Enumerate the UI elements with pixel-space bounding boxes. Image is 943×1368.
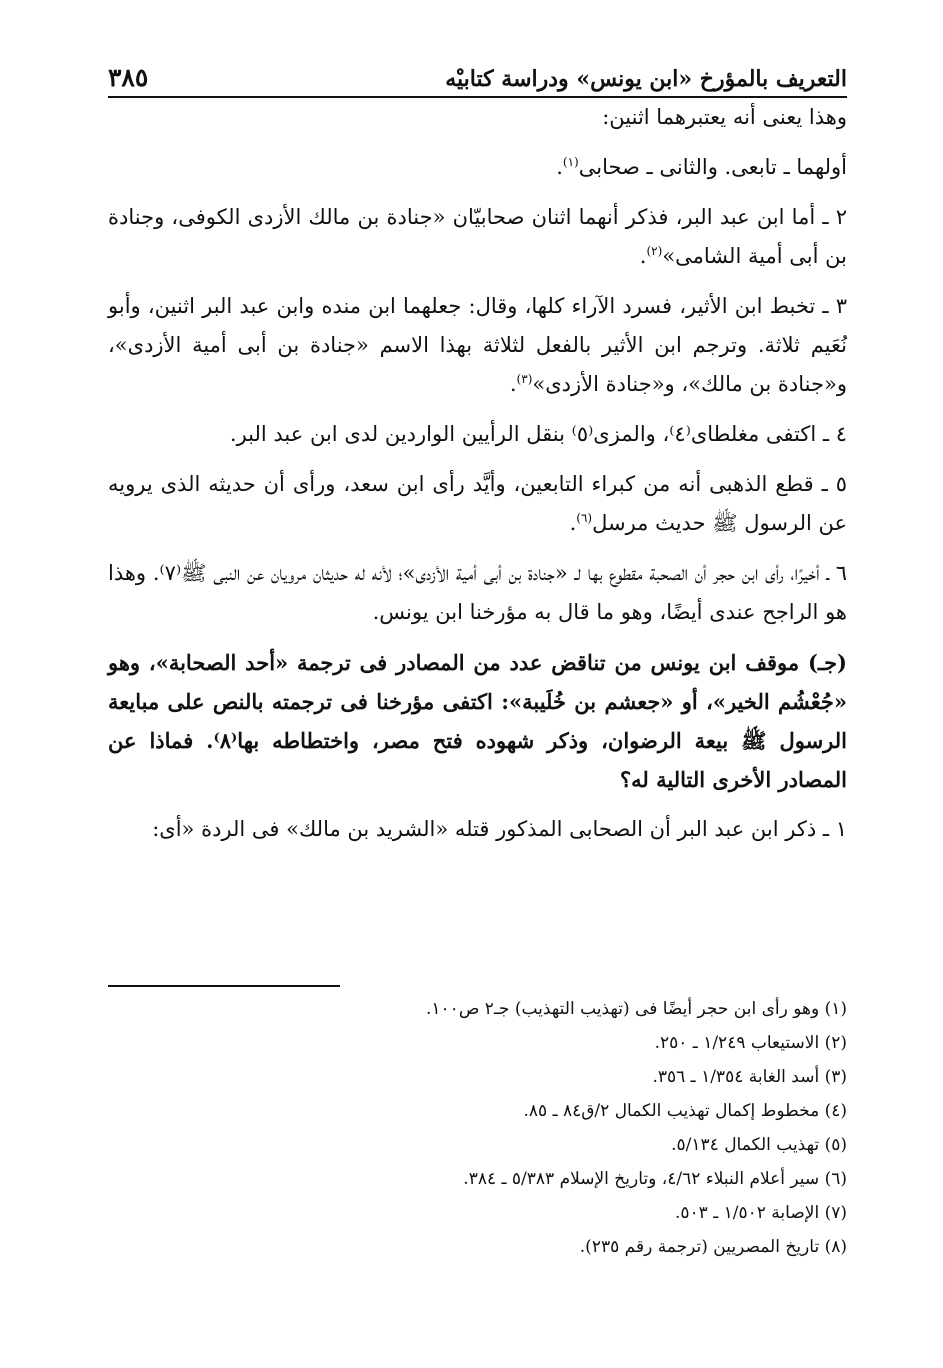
paragraph-text: ٣ ـ تخبط ابن الأثير، فسرد الآراء كلها، وقال: جعلهما ابن منده وابن عبد البر اثنين، وأبو نُعَيم ثلاثة. وترجم ابن الأثير بالفعل لثلاثة بهذا الاسم «جنادة بن أبى أمية الأزدى»، و«جنادة بن مالك»، و«جنادة الأزدى» — [108, 294, 847, 396]
paragraph-end: . — [639, 244, 647, 268]
header-title: التعريف بالمؤرخ «ابن يونس» ودراسة كتابيْه — [445, 66, 847, 92]
section-paragraph — [108, 643, 847, 799]
paragraph-end: . — [569, 511, 577, 535]
paragraph-text: ١ ـ ذكر ابن عبد البر أن الصحابى المذكور قتله «الشريد بن مالك» فى الردة «أى: — [152, 817, 847, 841]
paragraph-end: . — [556, 155, 563, 179]
paragraph-text: (جـ) موقف ابن يونس من تناقض عدد من المصادر فى ترجمة «أحد الصحابة»، وهو «جُعْشُم الخير»، أو «جعشم بن خُلَيبة»: اكتفى مؤرخنا فى ترجمته بالنص على مبايعة الرسول ﷺ بيعة الرضوان، وذكر شهوده فتح مصر، واختطاطه بها⁽٨⁾. فماذا عن المصادر الأخرى التالية له؟ — [108, 650, 847, 792]
paragraph-text: ٢ ـ أما ابن عبد البر، فذكر أنهما اثنان صحابيّان «جنادة بن مالك الأزدى الكوفى، وجنادة بن أبى أمية الشامى» — [108, 205, 847, 268]
page-number: ٣٨٥ — [108, 63, 149, 92]
footnote-ref: (٦) — [576, 511, 593, 525]
footnote: (٧) الإصابة ١/٥٠٢ ـ ٥٠٣. — [675, 1203, 847, 1223]
footnote-ref: (٣) — [516, 372, 533, 386]
running-header — [108, 44, 847, 98]
footnote: (٢) الاستيعاب ١/٢٤٩ ـ ٢٥٠. — [654, 1033, 847, 1053]
footnote-ref: (١) — [562, 155, 579, 169]
paragraph-text: ٤ ـ اكتفى مغلطاى⁽٤⁾، والمزى⁽٥⁾ بنقل الرأيين الواردين لدى ابن عبد البر. — [229, 422, 847, 446]
footnote: (٨) تاريخ المصريين (ترجمة رقم ٢٣٥). — [579, 1237, 847, 1257]
paragraph — [108, 287, 847, 404]
paragraph — [108, 554, 847, 632]
paragraph — [108, 465, 847, 543]
body-text — [108, 98, 847, 860]
footnotes — [108, 992, 847, 1264]
footnote: (١) وهو رأى ابن حجر أيضًا فى (تهذيب التهذيب) جـ٢ ص١٠٠. — [426, 999, 847, 1019]
paragraph-text: ٦ ـ أخيرًا، رأى ابن حجر أن الصحبة مقطوع بها لـ «جنادة بن أبى أمية الأزدى»؛ لأنه له حديثان مرويان عن النبى ﷺ⁽٧⁾. وهذا هو الراجح عندى أيضًا، وهو ما قال به مؤرخنا ابن يونس. — [108, 561, 847, 624]
footnote: (٣) أسد الغابة ١/٣٥٤ ـ ٣٥٦. — [652, 1067, 847, 1087]
paragraph — [108, 148, 847, 187]
paragraph-text: ٥ ـ قطع الذهبى أنه من كبراء التابعين، وأيَّد رأى ابن سعد، ورأى أن حديثه الذى يرويه عن الرسول ﷺ حديث مرسل — [108, 472, 847, 535]
paragraph — [108, 98, 847, 137]
footnote-ref: (٢) — [646, 244, 663, 258]
footnote: (٤) مخطوط إكمال تهذيب الكمال ٢/ق٨٤ ـ ٨٥. — [523, 1101, 847, 1121]
paragraph — [108, 198, 847, 276]
paragraph — [108, 810, 847, 849]
paragraph-text: أولهما ـ تابعى. والثانى ـ صحابى — [578, 155, 847, 179]
footnote-divider — [108, 985, 340, 987]
paragraph-end: . — [509, 372, 517, 396]
footnote: (٥) تهذيب الكمال ٥/١٣٤. — [671, 1135, 847, 1155]
footnote: (٦) سير أعلام النبلاء ٤/٦٢، وتاريخ الإسلام ٥/٣٨٣ ـ ٣٨٤. — [463, 1169, 847, 1189]
paragraph — [108, 415, 847, 454]
paragraph-text: وهذا يعنى أنه يعتبرهما اثنين: — [602, 105, 847, 129]
